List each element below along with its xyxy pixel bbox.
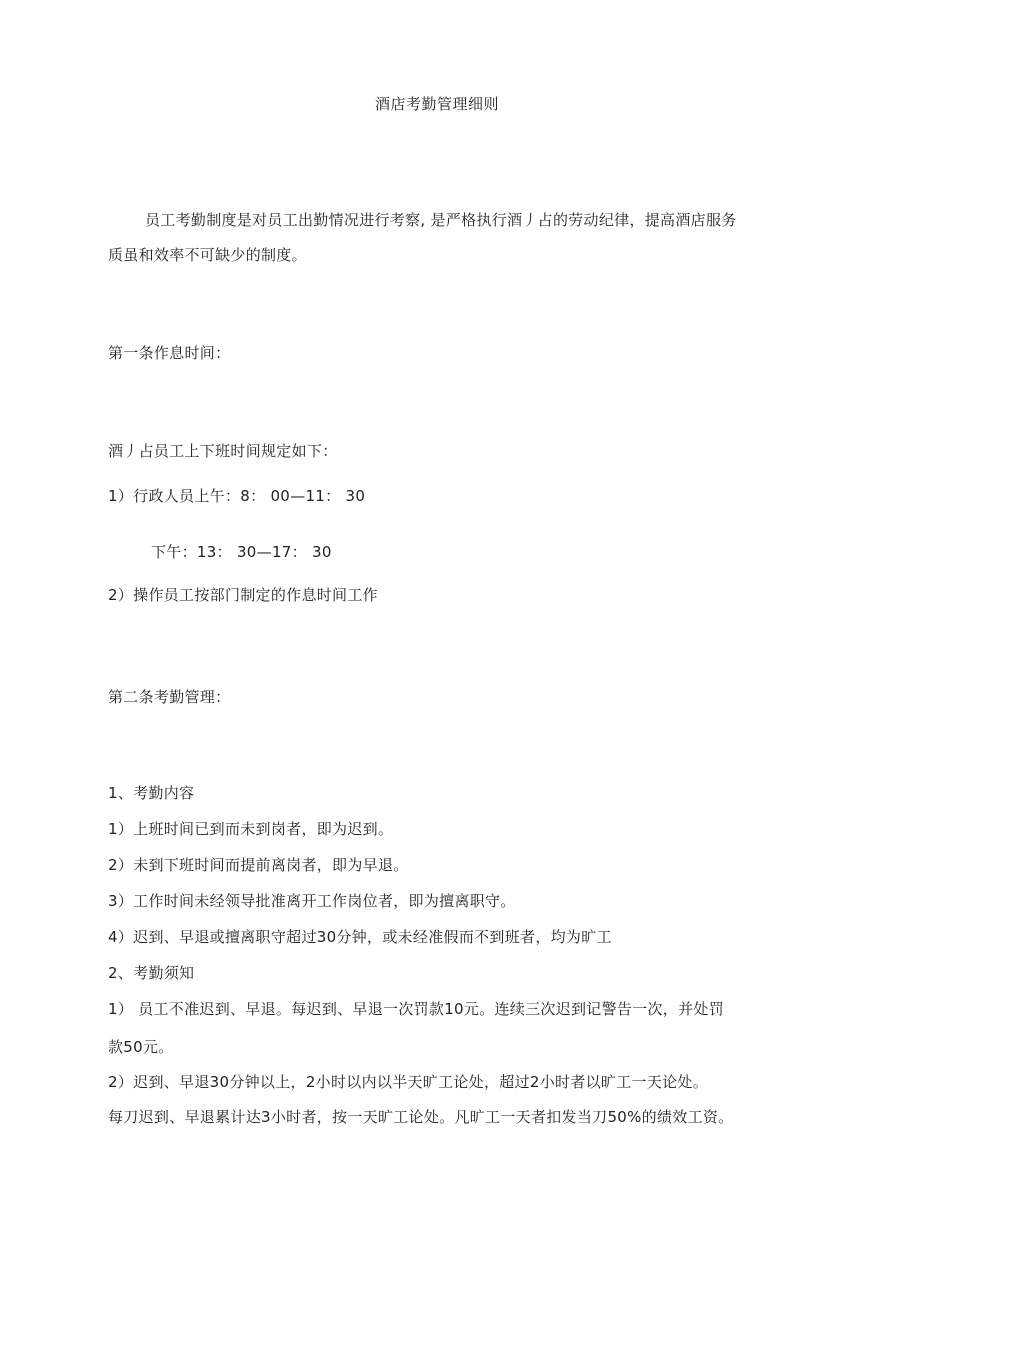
section-2-item-2-line-1: 2）迟到、早退30分钟以上，2小时以内以半天旷工论处，超过2小时者以旷工一天论处。 bbox=[108, 1073, 709, 1091]
article-1-item-2: 2）操作员工按部门制定的作息时间工作 bbox=[108, 586, 378, 604]
document-title: 酒店考勤管理细则 bbox=[375, 95, 500, 113]
section-1-item: 1）上班时间已到而未到岗者，即为迟到。 bbox=[108, 820, 394, 838]
article-2-heading: 第二条考勤管理： bbox=[108, 688, 231, 706]
article-1-item-1-afternoon: 下午：13： 30—17： 30 bbox=[151, 543, 332, 561]
section-2-title: 2、考勤须知 bbox=[108, 964, 195, 982]
article-1-lead: 酒丿占员工上下班时间规定如下： bbox=[108, 442, 338, 460]
article-1-heading: 第一条作息时间： bbox=[108, 344, 231, 362]
article-1-item-1-morning: 1）行政人员上午：8： 00—11： 30 bbox=[108, 487, 366, 505]
section-2-item-1-line-2: 款50元。 bbox=[108, 1038, 174, 1056]
intro-paragraph-line-1: 员工考勤制度是对员工出勤情况进行考察, 是严格执行酒丿占的劳动纪律，提高酒店服务 bbox=[145, 211, 737, 229]
section-1-item: 2）未到下班时间而提前离岗者，即为早退。 bbox=[108, 856, 409, 874]
section-2-item-2-line-2: 每刀迟到、早退累计达3小时者，按一天旷工论处。凡旷工一天者扣发当刀50%的绩效工资。 bbox=[108, 1108, 734, 1126]
section-2-item-1-line-1: 1） 员工不准迟到、早退。每迟到、早退一次罚款10元。连续三次迟到记警告一次，并处罚 bbox=[108, 1000, 725, 1018]
section-1-item: 4）迟到、早退或擅离职守超过30分钟，或未经准假而不到班者，均为旷工 bbox=[108, 928, 612, 946]
section-1-title: 1、考勤内容 bbox=[108, 784, 195, 802]
section-1-item: 3）工作时间未经领导批准离开工作岗位者，即为擅离职守。 bbox=[108, 892, 516, 910]
intro-paragraph-line-2: 质虽和效率不可缺少的制度。 bbox=[108, 246, 307, 264]
